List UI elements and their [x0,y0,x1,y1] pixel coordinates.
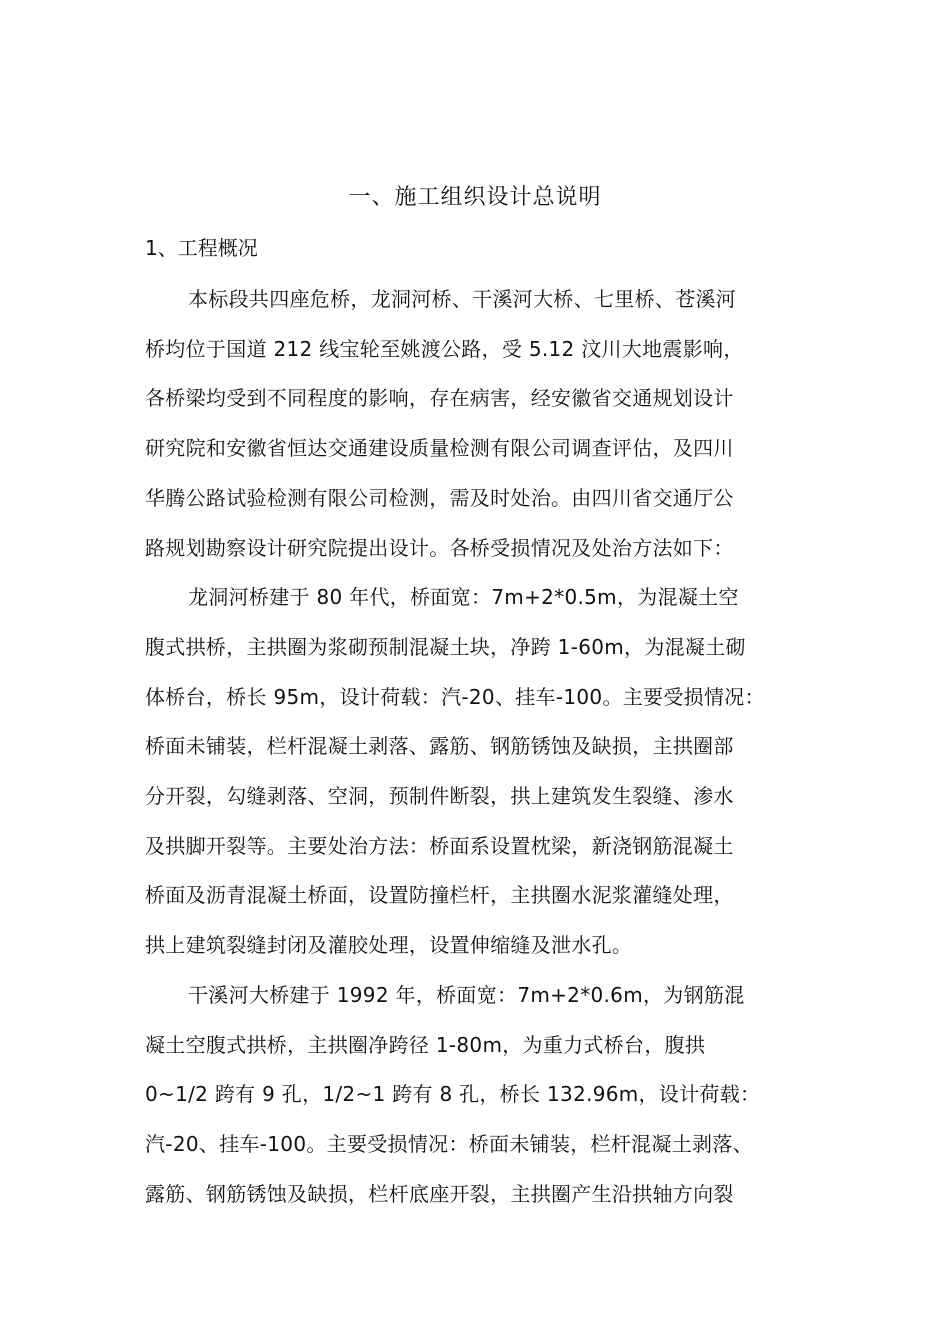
text-line: 本标段共四座危桥，龙洞河桥、干溪河大桥、七里桥、苍溪河 [188,287,737,311]
text-line: 分开裂，勾缝剥落、空洞，预制件断裂，拱上建筑发生裂缝、渗水 [145,784,734,808]
document-title: 一、施工组织设计总说明 [348,185,602,210]
text-line: 路规划勘察设计研究院提出设计。各桥受损情况及处治方法如下： [145,536,734,560]
text-line: 露筋、钢筋锈蚀及缺损，栏杆底座开裂，主拱圈产生沿拱轴方向裂 [145,1182,734,1206]
text-line: 龙洞河桥建于 80 年代，桥面宽：7m+2*0.5m，为混凝土空 [188,585,739,609]
text-line: 研究院和安徽省恒达交通建设质量检测有限公司调查评估，及四川 [145,436,734,460]
text-line: 各桥梁均受到不同程度的影响，存在病害，经安徽省交通规划设计 [145,386,734,410]
text-line: 体桥台，桥长 95m，设计荷载：汽-20、挂车-100。主要受损情况： [145,685,765,709]
text-line: 干溪河大桥建于 1992 年，桥面宽：7m+2*0.6m，为钢筋混 [188,983,745,1007]
text-line: 桥面及沥青混凝土桥面，设置防撞栏杆，主拱圈水泥浆灌缝处理， [145,883,734,907]
text-line: 0~1/2 跨有 9 孔，1/2~1 跨有 8 孔，桥长 132.96m，设计荷载： [145,1082,761,1106]
text-line: 拱上建筑裂缝封闭及灌胶处理，设置伸缩缝及泄水孔。 [145,933,633,957]
section-heading: 1、工程概况 [145,236,258,260]
text-line: 桥面未铺装，栏杆混凝土剥落、露筋、钢筋锈蚀及缺损，主拱圈部 [145,734,734,758]
text-line: 凝土空腹式拱桥，主拱圈净跨径 1-80m，为重力式桥台，腹拱 [145,1033,706,1057]
text-line: 华腾公路试验检测有限公司检测，需及时处治。由四川省交通厅公 [145,486,734,510]
text-line: 汽-20、挂车-100。主要受损情况：桥面未铺装，栏杆混凝土剥落、 [145,1132,753,1156]
text-line: 桥均位于国道 212 线宝轮至姚渡公路，受 5.12 汶川大地震影响， [145,337,744,361]
text-line: 腹式拱桥，主拱圈为浆砌预制混凝土块，净跨 1-60m，为混凝土砌 [145,635,746,659]
text-line: 及拱脚开裂等。主要处治方法：桥面系设置枕梁，新浇钢筋混凝土 [145,834,734,858]
